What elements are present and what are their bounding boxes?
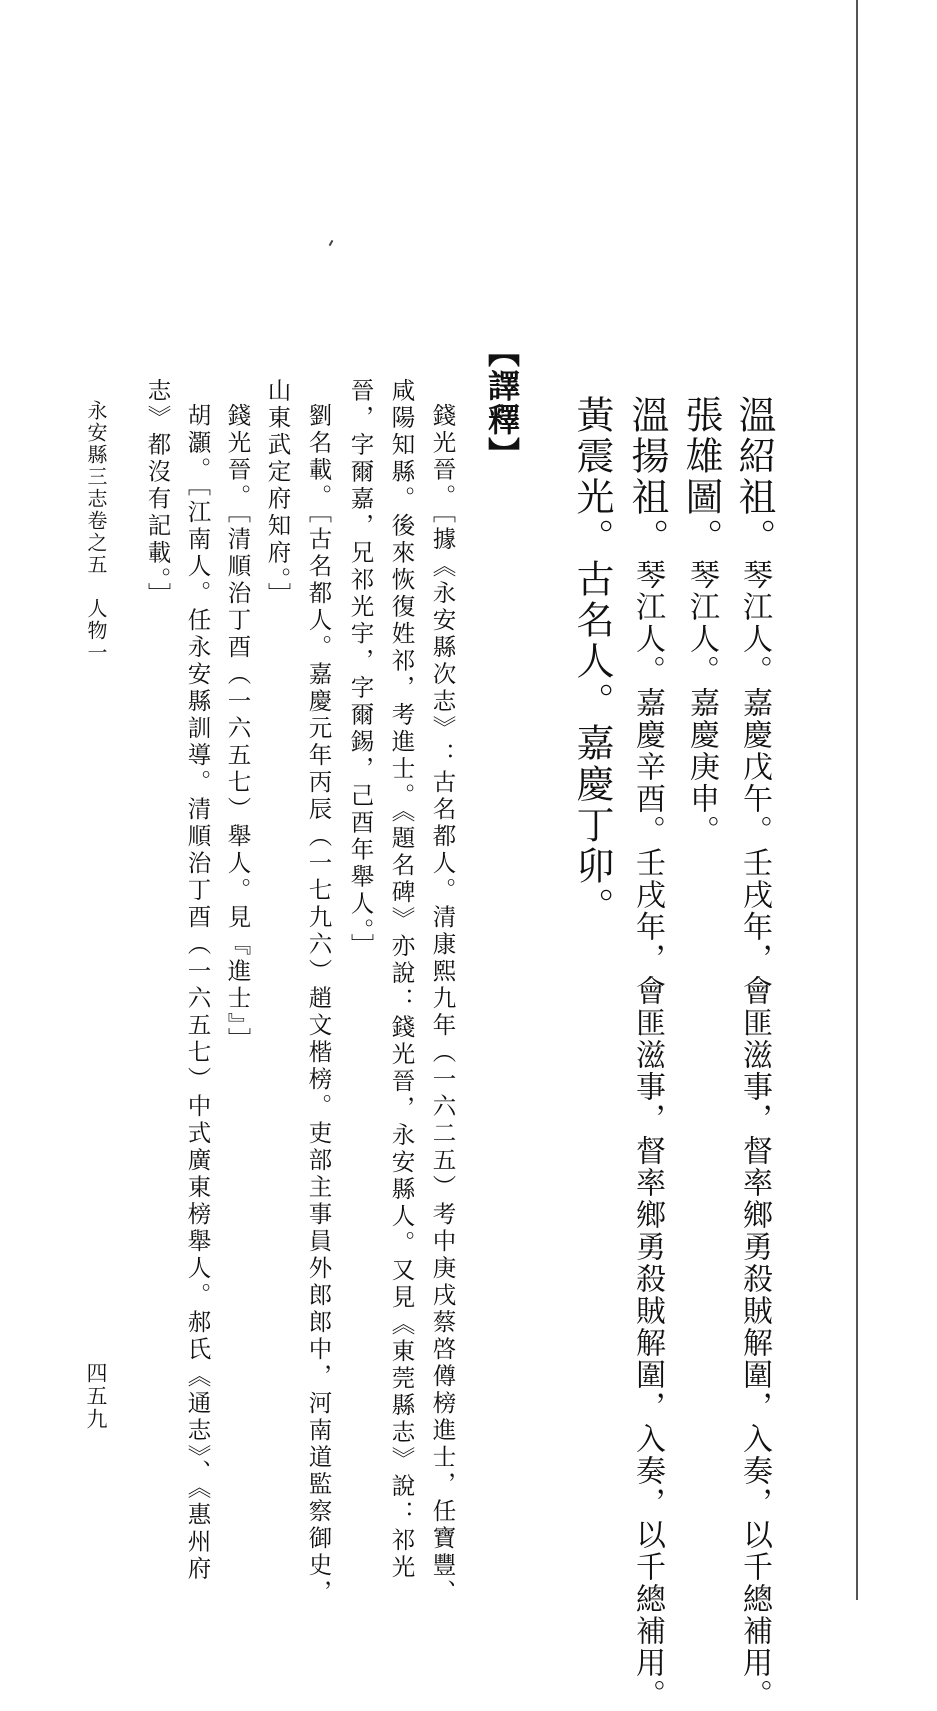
scan-speck bbox=[329, 240, 334, 246]
entry-text: 琴江人。嘉慶戊午。壬戌年，會匪滋事，督率鄉勇殺賊解圍，入奏，以千總補用。 bbox=[737, 559, 772, 1711]
section-heading: 【譯釋】 bbox=[483, 335, 521, 471]
entry-text: 琴江人。嘉慶庚申。 bbox=[684, 559, 719, 847]
note-line-5: 山東武定府知府。］ bbox=[263, 378, 292, 610]
entry-zhang-xiongtu bbox=[679, 395, 723, 847]
entry-wen-shaozu bbox=[732, 395, 776, 1711]
note-line-8: 志》都沒有記載。］ bbox=[143, 378, 172, 610]
entry-name: 溫揚祖。 bbox=[625, 395, 669, 559]
note-line-3: 晉，字爾嘉，兄祁光宇，字爾錫，己酉年舉人。］ bbox=[346, 378, 375, 961]
note-line-1: 錢光晉。［據《永安縣次志》：古名都人。清康熙九年（一六二五）考中庚戌蔡啓僔榜進士，任寶豐、 bbox=[428, 403, 457, 1607]
page-footer: 永安縣三志卷之五 人物一 bbox=[84, 400, 108, 664]
note-line-7: 胡灝。［江南人。任永安縣訓導。清順治丁酉（一六五七）中式廣東榜舉人。郝氏《通志》、《惠州府 bbox=[183, 403, 212, 1583]
note-line-4: 劉名載。［古名都人。嘉慶元年丙辰（一七九六）趙文楷榜。吏部主事員外郎郎中，河南道監察御史， bbox=[304, 403, 333, 1607]
entry-wen-yangzu bbox=[625, 395, 669, 1711]
entry-name: 張雄圖。 bbox=[679, 395, 723, 559]
entry-name: 溫紹祖。 bbox=[732, 395, 776, 559]
entry-huang-zhenguang bbox=[570, 395, 614, 928]
entry-name: 黃震光。古名人。嘉慶丁卯。 bbox=[570, 395, 614, 928]
page-number: 四五九 bbox=[84, 1362, 108, 1431]
note-line-2: 咸陽知縣。後來恢復姓祁，考進士。《題名碑》亦說：錢光晉，永安縣人。又見《東莞縣志》說：祁光 bbox=[387, 378, 416, 1582]
note-line-6: 錢光晉。［清順治丁酉（一六五七）舉人。見『進士』］ bbox=[223, 403, 252, 1055]
entry-text: 琴江人。嘉慶辛酉。壬戌年，會匪滋事，督率鄉勇殺賊解圍，入奏，以千總補用。 bbox=[630, 559, 665, 1711]
page-edge bbox=[856, 0, 858, 1600]
